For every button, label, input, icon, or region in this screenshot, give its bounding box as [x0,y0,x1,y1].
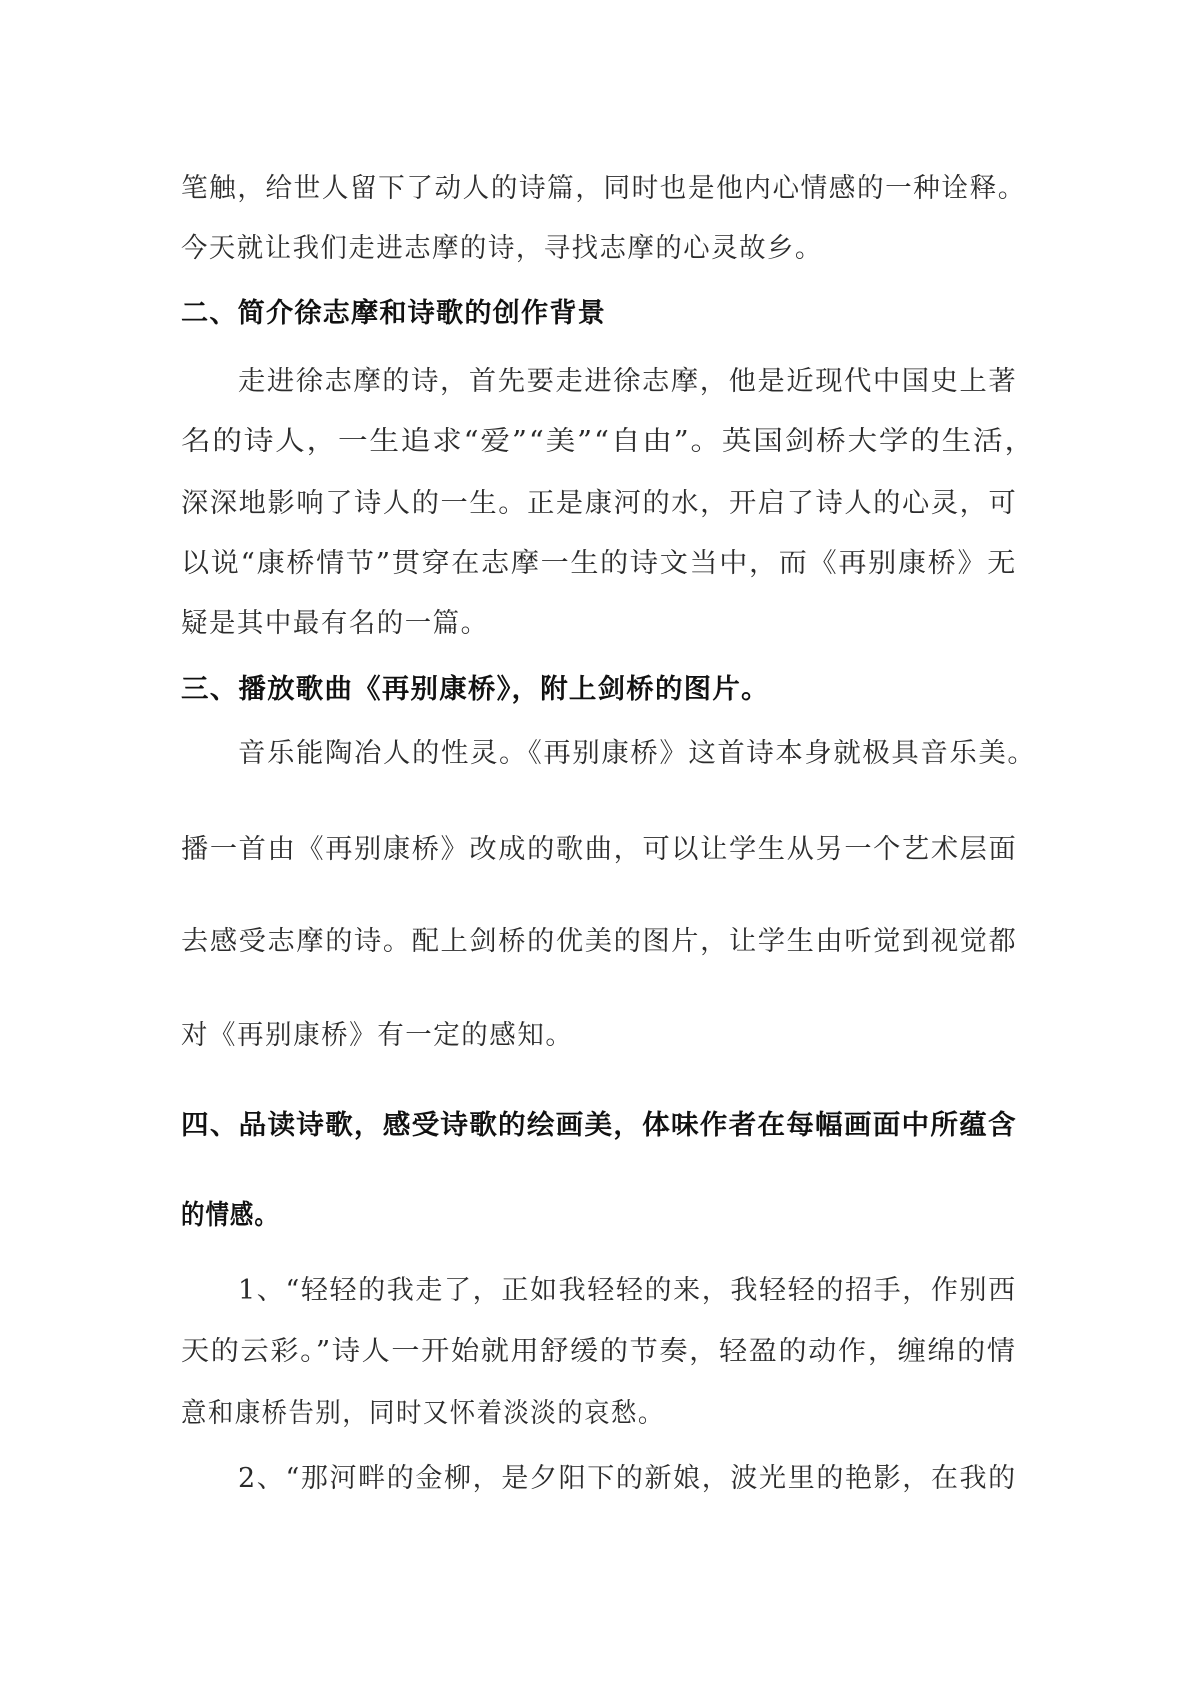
paragraph-line: 疑是其中最有名的一篇。 [181,608,489,639]
paragraph-line: 意和康桥告别，同时又怀着淡淡的哀愁。 [181,1398,665,1429]
paragraph-line: 走进徐志摩的诗，首先要走进徐志摩，他是近现代中国史上著 [238,366,1018,397]
section-heading: 二、简介徐志摩和诗歌的创作背景 [181,298,606,329]
paragraph-line: 笔触，给世人留下了动人的诗篇，同时也是他内心情感的一种诠释。 [181,173,1026,204]
paragraph-line: 名的诗人，一生追求“爱”“美”“自由”。英国剑桥大学的生活， [181,426,1036,457]
paragraph-line: 音乐能陶冶人的性灵。《再别康桥》这首诗本身就极具音乐美。 [238,738,1037,769]
list-item-line: 2、“那河畔的金柳，是夕阳下的新娘，波光里的艳影，在我的 [238,1463,1017,1494]
paragraph-line: 去感受志摩的诗。配上剑桥的优美的图片，让学生由听觉到视觉都 [181,926,1018,957]
paragraph-line: 播一首由《再别康桥》改成的歌曲，可以让学生从另一个艺术层面 [181,834,1018,865]
paragraph-line: 今天就让我们走进志摩的诗，寻找志摩的心灵故乡。 [181,233,823,264]
paragraph-line: 深深地影响了诗人的一生。正是康河的水，开启了诗人的心灵，可 [181,488,1018,519]
paragraph-line: 对《再别康桥》有一定的感知。 [181,1020,574,1051]
section-heading: 三、播放歌曲《再别康桥》，附上剑桥的图片。 [181,674,770,705]
section-heading: 四、品读诗歌，感受诗歌的绘画美，体味作者在每幅画面中所蕴含 [181,1110,1017,1141]
paragraph-line: 以说“康桥情节”贯穿在志摩一生的诗文当中，而《再别康桥》无 [181,548,1018,579]
list-item-line: 1、“轻轻的我走了，正如我轻轻的来，我轻轻的招手，作别西 [238,1275,1017,1306]
paragraph-line: 天的云彩。”诗人一开始就用舒缓的节奏，轻盈的动作，缠绵的情 [181,1336,1017,1367]
section-heading: 的情感。 [181,1200,279,1231]
